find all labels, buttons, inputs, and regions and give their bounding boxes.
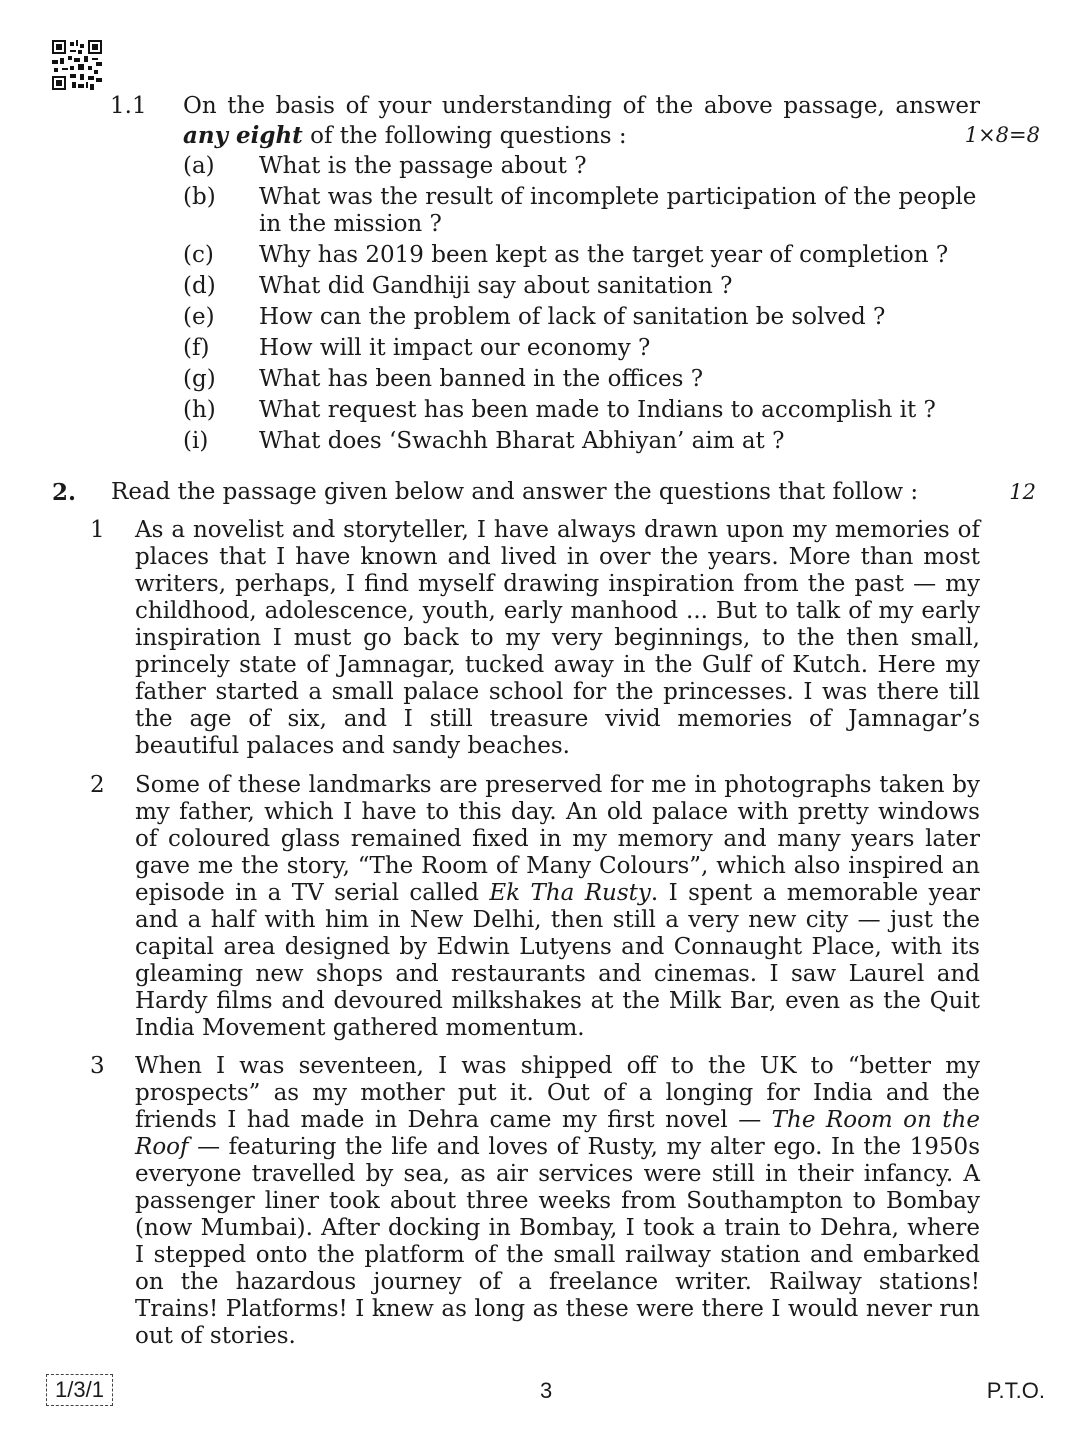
option-label: (c) <box>183 242 214 268</box>
option-item <box>183 397 980 424</box>
option-label: (f) <box>183 335 210 361</box>
marks-label: 12 <box>1009 480 1036 504</box>
option-label: (d) <box>183 273 216 299</box>
question-number: 1.1 <box>110 93 147 119</box>
passage-paragraph-3 <box>90 1053 980 1350</box>
paragraph-text <box>135 772 980 1042</box>
option-text: What was the result of incomplete participation of the people in the mission ? <box>259 184 977 237</box>
options-list <box>183 153 1040 455</box>
paper-code: 1/3/1 <box>46 1374 113 1406</box>
option-item <box>183 242 980 269</box>
pto-label: P.T.O. <box>986 1378 1045 1403</box>
question-number: 2. <box>52 479 77 506</box>
question-stem: Read the passage given below and answer the questions that follow : <box>111 479 919 505</box>
option-item <box>183 273 980 300</box>
paragraph-text-a: When I was seventeen, I was shipped off to the UK to “better my prospects” as my mother put it. Out of a longing for India and the friends I had made in Dehra came my first novel — <box>135 1053 980 1133</box>
option-item <box>183 304 980 331</box>
stem-emphasis: any eight <box>183 122 303 149</box>
option-text: How will it impact our economy ? <box>259 335 651 361</box>
passage-paragraph-1 <box>90 517 980 760</box>
question-1-1 <box>110 92 1040 459</box>
marks-label: 1×8=8 <box>964 123 1040 147</box>
page-number: 3 <box>540 1378 553 1403</box>
option-text: What did Gandhiji say about sanitation ? <box>259 273 733 299</box>
novel-title: The Room on the Roof <box>135 1107 980 1160</box>
option-text: What does ‘Swachh Bharat Abhiyan’ aim at ? <box>259 428 785 454</box>
serial-title: Ek Tha Rusty <box>489 880 651 906</box>
option-text: How can the problem of lack of sanitation be solved ? <box>259 304 886 330</box>
option-label: (e) <box>183 304 215 330</box>
option-label: (i) <box>183 428 209 454</box>
paragraph-text-b: — featuring the life and loves of Rusty, my alter ego. In the 1950s everyone travelled by sea, as air services were still in their infancy. A passenger liner took about three weeks from Southampton to Bombay (now Mumbai). After docking in Bombay, I took a train to Dehra, where I stepped onto the platform of the small railway station and embarked on the hazardous journey of a freelance writer. Railway stations! Trains! Platforms! I knew as long as these were there I would never run out of stories. <box>135 1134 980 1349</box>
paragraph-number: 3 <box>90 1053 105 1079</box>
qr-code-icon <box>52 40 102 90</box>
paragraph-number: 1 <box>90 517 105 543</box>
paragraph-text-b: . I spent a memorable year and a half with him in New Delhi, then still a very new city — just the capital area designed by Edwin Lutyens and Connaught Place, with its gleaming new shops and restaurants and cinemas. I saw Laurel and Hardy films and devoured milkshakes at the Milk Bar, even as the Quit India Movement gathered momentum. <box>135 880 980 1041</box>
option-label: (b) <box>183 184 216 210</box>
option-item <box>183 184 980 238</box>
option-item <box>183 366 980 393</box>
option-text: Why has 2019 been kept as the target year of completion ? <box>259 242 949 268</box>
option-text: What is the passage about ? <box>259 153 587 179</box>
paragraph-text <box>135 1053 980 1350</box>
paragraph-text-a: Some of these landmarks are preserved for me in photographs taken by my father, which I have to this day. An old palace with pretty windows of coloured glass remained fixed in my memory and many years later gave me the story, “The Room of Many Colours”, which also inspired an episode in a TV serial called <box>135 772 980 906</box>
passage-paragraph-2 <box>90 772 980 1042</box>
question-2 <box>52 478 1036 507</box>
question-stem <box>183 92 980 151</box>
option-item <box>183 153 980 180</box>
option-label: (g) <box>183 366 216 392</box>
paragraph-number: 2 <box>90 772 105 798</box>
option-text: What request has been made to Indians to accomplish it ? <box>259 397 936 423</box>
paragraph-text: As a novelist and storyteller, I have always drawn upon my memories of places that I have known and lived in over the years. More than most writers, perhaps, I find myself drawing inspiration from the past — my childhood, adolescence, youth, early manhood ... But to talk of my early inspiration I must go back to my very beginnings, to the then small, princely state of Jamnagar, tucked away in the Gulf of Kutch. Here my father started a small palace school for the princesses. I was there till the age of six, and I still treasure vivid memories of Jamnagar’s beautiful palaces and sandy beaches. <box>135 517 980 759</box>
stem-part-b: of the following questions : <box>302 123 627 149</box>
option-label: (h) <box>183 397 216 423</box>
option-item <box>183 428 980 455</box>
option-text: What has been banned in the offices ? <box>259 366 704 392</box>
option-item <box>183 335 980 362</box>
stem-part-a: On the basis of your understanding of the above passage, answer <box>183 93 980 119</box>
option-label: (a) <box>183 153 215 179</box>
